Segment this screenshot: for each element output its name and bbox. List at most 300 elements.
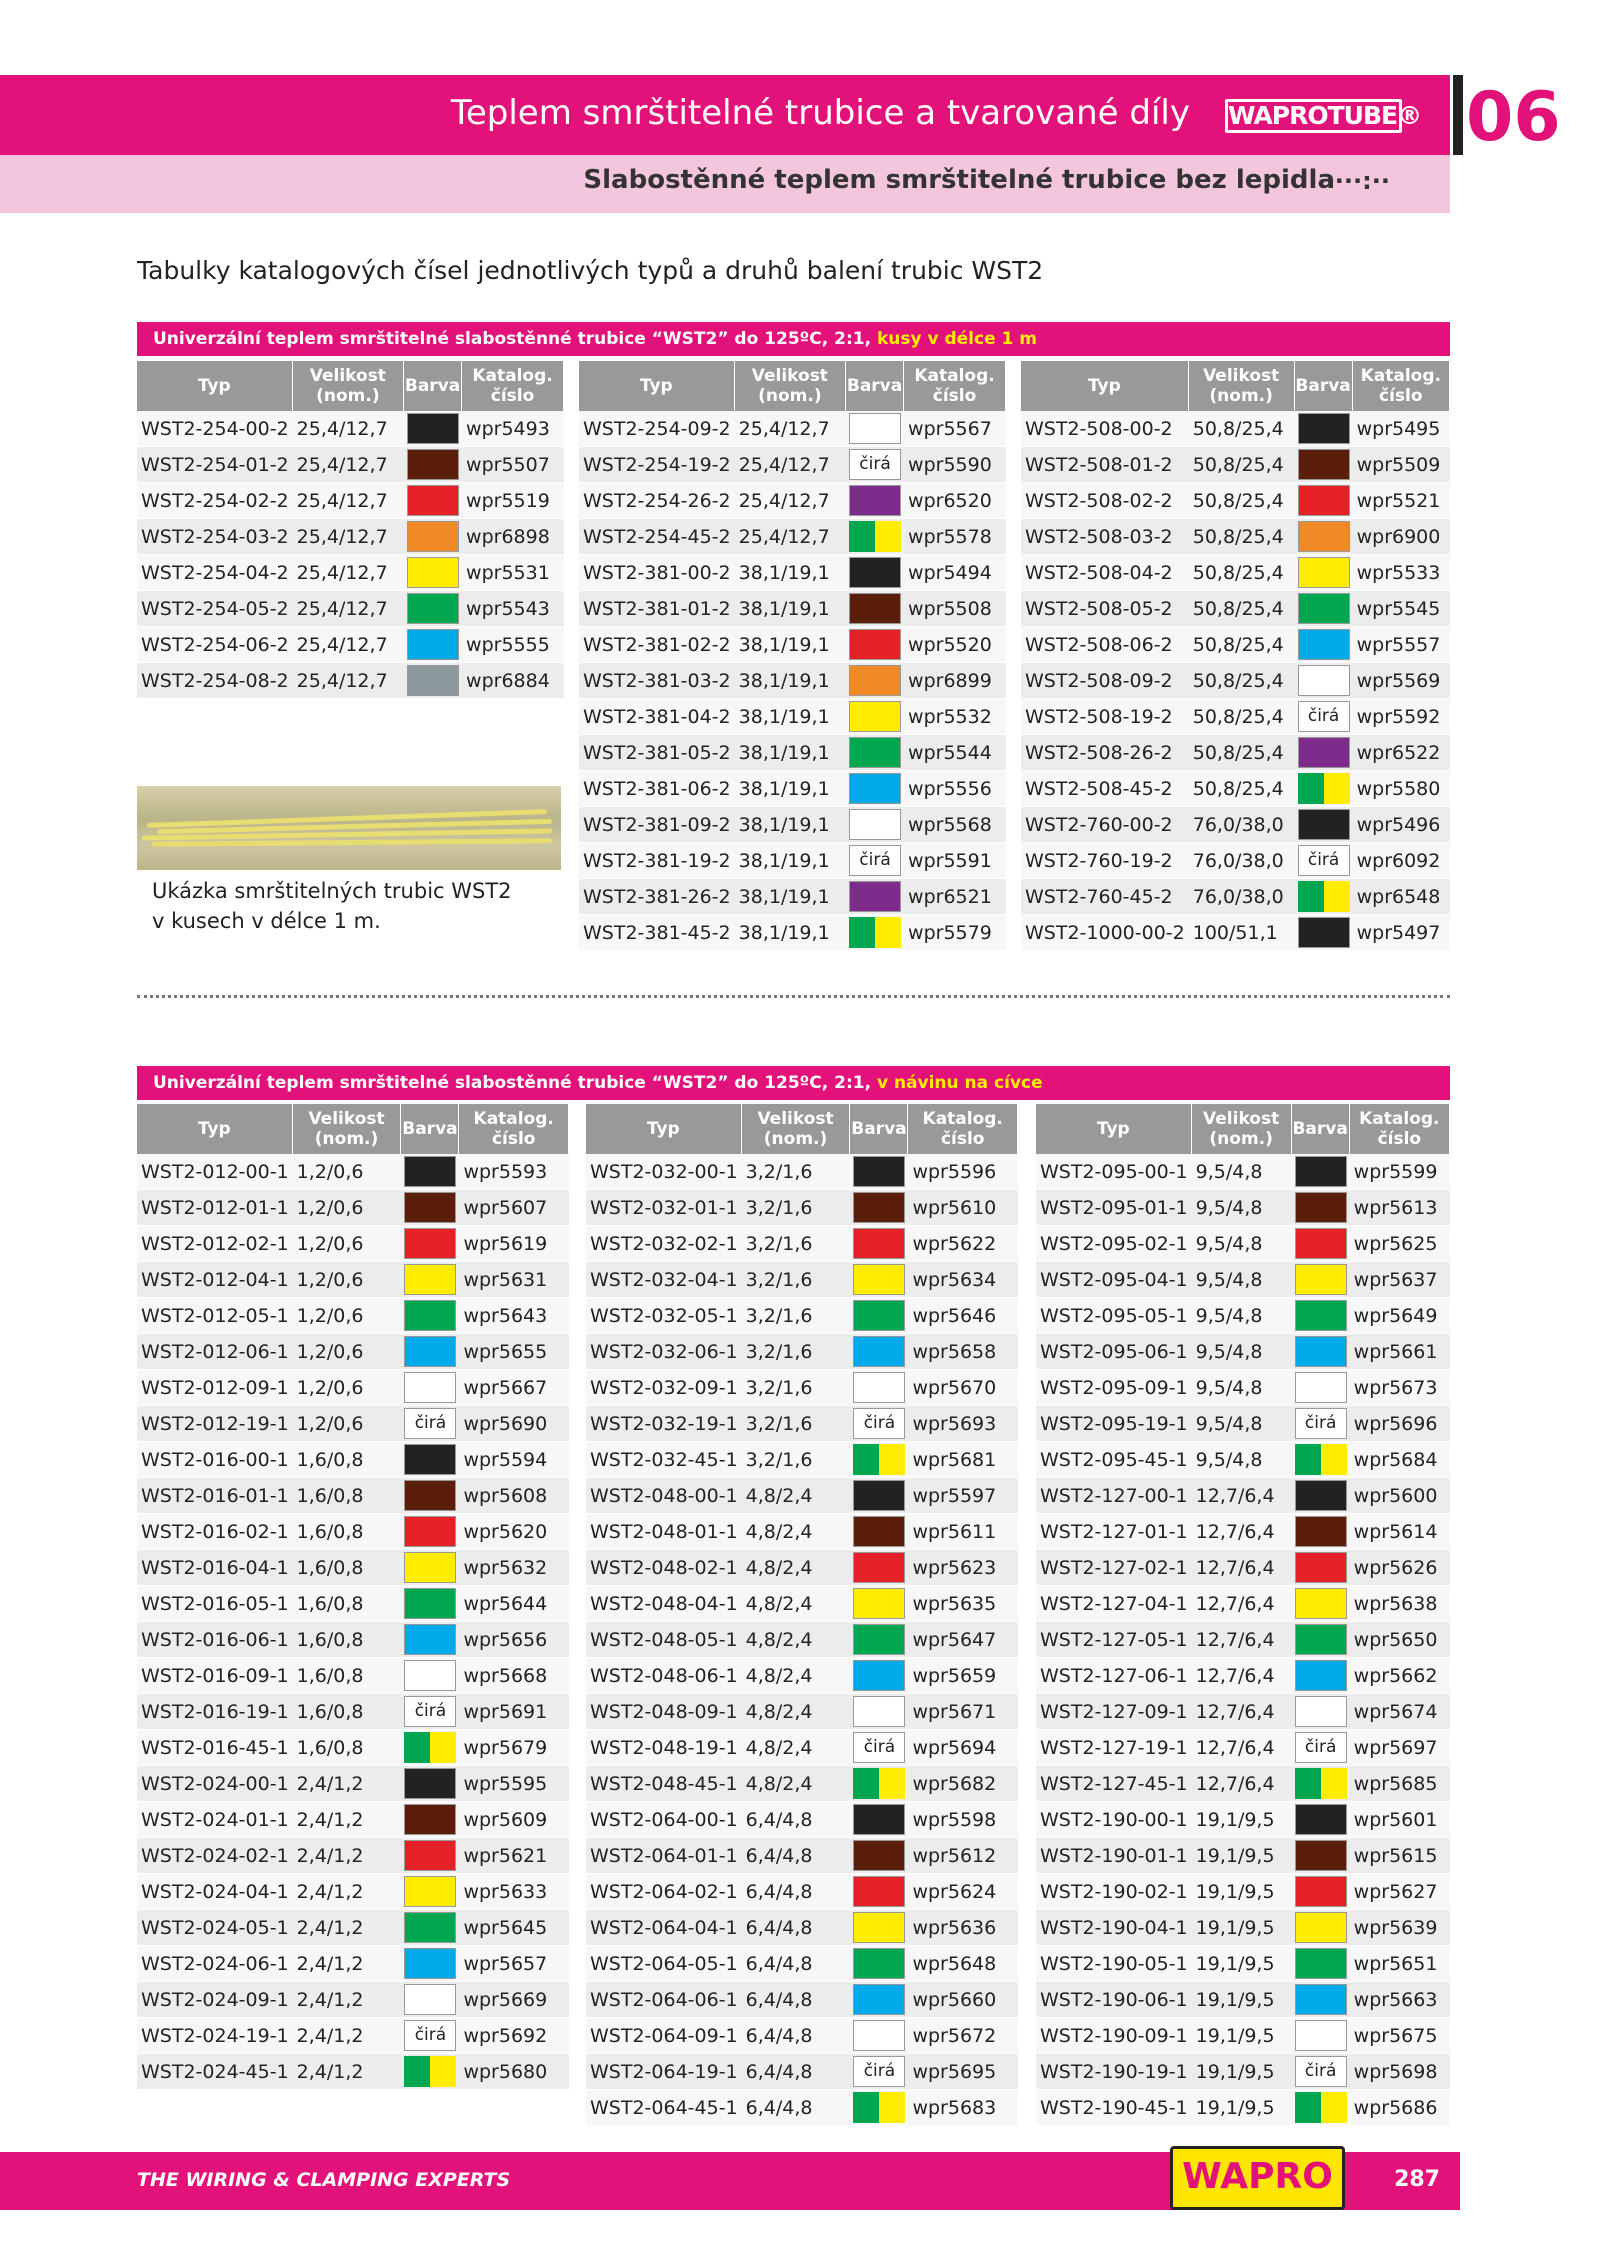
type-cell: WST2-095-09-1: [1036, 1370, 1192, 1406]
table-row: [1036, 1406, 1450, 1442]
color-swatch: čirá: [1295, 843, 1353, 879]
type-cell: WST2-127-06-1: [1036, 1658, 1192, 1694]
table-row: [137, 1406, 569, 1442]
size-cell: 2,4/1,2: [293, 1766, 402, 1802]
size-cell: 25,4/12,7: [293, 591, 404, 627]
column-header: Barva: [401, 1104, 459, 1154]
catalog-number-cell: wpr5519: [462, 483, 564, 519]
table-row: [137, 1154, 569, 1190]
catalog-number-cell: wpr5681: [908, 1442, 1018, 1478]
color-swatch: [850, 1334, 908, 1370]
type-cell: WST2-127-09-1: [1036, 1694, 1192, 1730]
type-cell: WST2-032-45-1: [586, 1442, 742, 1478]
size-cell: 2,4/1,2: [293, 1982, 402, 2018]
table-row: [137, 1802, 569, 1838]
table-row: [1036, 2090, 1450, 2126]
catalog-number-cell: wpr5509: [1353, 447, 1450, 483]
type-cell: WST2-016-01-1: [137, 1478, 293, 1514]
type-cell: WST2-032-02-1: [586, 1226, 742, 1262]
size-cell: 12,7/6,4: [1192, 1766, 1292, 1802]
size-cell: 50,8/25,4: [1189, 627, 1295, 663]
table-row: [1036, 1334, 1450, 1370]
type-cell: WST2-048-04-1: [586, 1586, 742, 1622]
catalog-number-cell: wpr5607: [459, 1190, 569, 1226]
size-cell: 50,8/25,4: [1189, 591, 1295, 627]
column-header: Typ: [1021, 361, 1189, 411]
size-cell: 6,4/4,8: [742, 1838, 851, 1874]
color-swatch: [401, 1478, 459, 1514]
column-header: Typ: [137, 361, 293, 411]
color-swatch: čirá: [850, 1406, 908, 1442]
type-cell: WST2-024-06-1: [137, 1946, 293, 1982]
catalog-number-cell: wpr5619: [459, 1226, 569, 1262]
size-cell: 19,1/9,5: [1192, 1982, 1292, 2018]
catalog-number-cell: wpr5649: [1350, 1298, 1450, 1334]
size-cell: 1,6/0,8: [293, 1550, 402, 1586]
size-cell: 4,8/2,4: [742, 1478, 851, 1514]
table-row: [586, 1730, 1018, 1766]
catalog-number-cell: wpr6522: [1353, 735, 1450, 771]
catalog-number-cell: wpr5684: [1350, 1442, 1450, 1478]
catalog-number-cell: wpr5698: [1350, 2054, 1450, 2090]
table-row: [586, 1406, 1018, 1442]
color-swatch: [401, 1262, 459, 1298]
table1-packaging: kusy v délce 1 m: [876, 329, 1037, 349]
size-cell: 50,8/25,4: [1189, 483, 1295, 519]
catalog-number-cell: wpr5694: [908, 1730, 1018, 1766]
catalog-number-cell: wpr5622: [908, 1226, 1018, 1262]
table-row: [1036, 1586, 1450, 1622]
color-swatch: [846, 483, 904, 519]
size-cell: 2,4/1,2: [293, 1874, 402, 1910]
catalog-number-cell: wpr6900: [1353, 519, 1450, 555]
size-cell: 4,8/2,4: [742, 1586, 851, 1622]
size-cell: 76,0/38,0: [1189, 879, 1295, 915]
table-row: [1021, 807, 1450, 843]
type-cell: WST2-254-06-2: [137, 627, 293, 663]
type-cell: WST2-012-00-1: [137, 1154, 293, 1190]
catalog-number-cell: wpr5626: [1350, 1550, 1450, 1586]
type-cell: WST2-127-04-1: [1036, 1586, 1192, 1622]
table2-col2: [586, 1104, 1018, 2126]
table-row: [1021, 699, 1450, 735]
type-cell: WST2-024-00-1: [137, 1766, 293, 1802]
color-swatch: [1292, 1442, 1350, 1478]
catalog-number-cell: wpr5532: [904, 699, 1006, 735]
color-swatch: [401, 1874, 459, 1910]
catalog-number-cell: wpr5682: [908, 1766, 1018, 1802]
color-swatch: [1295, 663, 1353, 699]
catalog-number-cell: wpr5696: [1350, 1406, 1450, 1442]
size-cell: 4,8/2,4: [742, 1766, 851, 1802]
type-cell: WST2-064-09-1: [586, 2018, 742, 2054]
color-swatch: [401, 1550, 459, 1586]
size-cell: 4,8/2,4: [742, 1730, 851, 1766]
type-cell: WST2-016-19-1: [137, 1694, 293, 1730]
color-swatch: [846, 555, 904, 591]
type-cell: WST2-190-19-1: [1036, 2054, 1192, 2090]
catalog-number-cell: wpr5555: [462, 627, 564, 663]
type-cell: WST2-032-19-1: [586, 1406, 742, 1442]
catalog-number-cell: wpr5646: [908, 1298, 1018, 1334]
catalog-number-cell: wpr5662: [1350, 1658, 1450, 1694]
color-swatch: [1292, 2018, 1350, 2054]
column-header: Katalog. číslo: [459, 1104, 569, 1154]
table-header-row: [586, 1104, 1018, 1154]
chapter-number: 06: [1466, 78, 1561, 157]
color-swatch: [846, 411, 904, 447]
color-swatch: [401, 1226, 459, 1262]
catalog-number-cell: wpr5634: [908, 1262, 1018, 1298]
type-cell: WST2-381-45-2: [579, 915, 735, 951]
table-row: [137, 663, 564, 699]
color-swatch: [850, 1694, 908, 1730]
size-cell: 4,8/2,4: [742, 1514, 851, 1550]
catalog-number-cell: wpr5610: [908, 1190, 1018, 1226]
type-cell: WST2-381-06-2: [579, 771, 735, 807]
table-header-row: [137, 361, 564, 411]
color-swatch: [1295, 591, 1353, 627]
type-cell: WST2-127-45-1: [1036, 1766, 1192, 1802]
type-cell: WST2-064-00-1: [586, 1802, 742, 1838]
type-cell: WST2-190-02-1: [1036, 1874, 1192, 1910]
table-row: [579, 771, 1006, 807]
size-cell: 9,5/4,8: [1192, 1334, 1292, 1370]
type-cell: WST2-127-02-1: [1036, 1550, 1192, 1586]
catalog-number-cell: wpr5495: [1353, 411, 1450, 447]
size-cell: 38,1/19,1: [735, 591, 846, 627]
type-cell: WST2-508-45-2: [1021, 771, 1189, 807]
table-row: [579, 699, 1006, 735]
table-row: [137, 447, 564, 483]
color-swatch: čirá: [850, 1730, 908, 1766]
type-cell: WST2-024-19-1: [137, 2018, 293, 2054]
catalog-number-cell: wpr5657: [459, 1946, 569, 1982]
table1-col3: [1021, 361, 1450, 951]
column-header: Katalog. číslo: [904, 361, 1006, 411]
color-swatch: [846, 591, 904, 627]
catalog-number-cell: wpr5690: [459, 1406, 569, 1442]
color-swatch: [846, 627, 904, 663]
catalog-number-cell: wpr5693: [908, 1406, 1018, 1442]
product-photo: [137, 786, 561, 870]
color-swatch: čirá: [401, 1694, 459, 1730]
color-swatch: [401, 1910, 459, 1946]
color-swatch: [846, 735, 904, 771]
type-cell: WST2-024-09-1: [137, 1982, 293, 2018]
color-swatch: [1292, 1298, 1350, 1334]
size-cell: 19,1/9,5: [1192, 1802, 1292, 1838]
type-cell: WST2-095-00-1: [1036, 1154, 1192, 1190]
type-cell: WST2-254-26-2: [579, 483, 735, 519]
type-cell: WST2-254-05-2: [137, 591, 293, 627]
type-cell: WST2-508-00-2: [1021, 411, 1189, 447]
size-cell: 6,4/4,8: [742, 1910, 851, 1946]
size-cell: 12,7/6,4: [1192, 1730, 1292, 1766]
table-row: [1036, 1190, 1450, 1226]
table-row: [1021, 411, 1450, 447]
page-number: 287: [1394, 2167, 1440, 2192]
table-row: [137, 519, 564, 555]
size-cell: 2,4/1,2: [293, 2054, 402, 2090]
size-cell: 1,2/0,6: [293, 1370, 402, 1406]
catalog-number-cell: wpr5494: [904, 555, 1006, 591]
column-header: Katalog. číslo: [1350, 1104, 1450, 1154]
catalog-number-cell: wpr5656: [459, 1622, 569, 1658]
catalog-number-cell: wpr5675: [1350, 2018, 1450, 2054]
color-swatch: [1292, 1226, 1350, 1262]
color-swatch: [850, 1262, 908, 1298]
size-cell: 12,7/6,4: [1192, 1622, 1292, 1658]
color-swatch: [850, 1766, 908, 1802]
catalog-number-cell: wpr5638: [1350, 1586, 1450, 1622]
color-swatch: [1292, 1658, 1350, 1694]
table-row: [1021, 483, 1450, 519]
column-header: Velikost (nom.): [1192, 1104, 1292, 1154]
color-swatch: [1295, 915, 1353, 951]
column-header: Barva: [850, 1104, 908, 1154]
type-cell: WST2-095-01-1: [1036, 1190, 1192, 1226]
catalog-number-cell: wpr5620: [459, 1514, 569, 1550]
catalog-number-cell: wpr5590: [904, 447, 1006, 483]
table-row: [586, 1262, 1018, 1298]
size-cell: 6,4/4,8: [742, 2054, 851, 2090]
color-swatch: [1292, 1874, 1350, 1910]
size-cell: 19,1/9,5: [1192, 1838, 1292, 1874]
color-swatch: čirá: [401, 1406, 459, 1442]
column-header: Velikost (nom.): [293, 1104, 402, 1154]
table-row: [137, 1910, 569, 1946]
table-row: [1036, 1982, 1450, 2018]
type-cell: WST2-048-02-1: [586, 1550, 742, 1586]
table-row: [586, 2054, 1018, 2090]
type-cell: WST2-190-05-1: [1036, 1946, 1192, 1982]
catalog-number-cell: wpr5667: [459, 1370, 569, 1406]
size-cell: 76,0/38,0: [1189, 843, 1295, 879]
type-cell: WST2-016-04-1: [137, 1550, 293, 1586]
catalog-number-cell: wpr5624: [908, 1874, 1018, 1910]
color-swatch: [1295, 555, 1353, 591]
table-row: [586, 1838, 1018, 1874]
table-row: [579, 447, 1006, 483]
color-swatch: [401, 1838, 459, 1874]
size-cell: 50,8/25,4: [1189, 699, 1295, 735]
catalog-number-cell: wpr5614: [1350, 1514, 1450, 1550]
catalog-number-cell: wpr5579: [904, 915, 1006, 951]
catalog-number-cell: wpr5621: [459, 1838, 569, 1874]
catalog-number-cell: wpr5597: [908, 1478, 1018, 1514]
catalog-number-cell: wpr5683: [908, 2090, 1018, 2126]
color-swatch: [1292, 1694, 1350, 1730]
catalog-number-cell: wpr5600: [1350, 1478, 1450, 1514]
table-row: [137, 1766, 569, 1802]
table-row: [1036, 2018, 1450, 2054]
catalog-number-cell: wpr5674: [1350, 1694, 1450, 1730]
size-cell: 25,4/12,7: [293, 627, 404, 663]
type-cell: WST2-012-19-1: [137, 1406, 293, 1442]
size-cell: 9,5/4,8: [1192, 1370, 1292, 1406]
column-header: Typ: [586, 1104, 742, 1154]
table1-col2: [579, 361, 1006, 951]
size-cell: 12,7/6,4: [1192, 1550, 1292, 1586]
table1-col1: [137, 361, 564, 699]
table-row: [1036, 1478, 1450, 1514]
type-cell: WST2-032-04-1: [586, 1262, 742, 1298]
wapro-logo: WAPRO: [1170, 2146, 1345, 2210]
table-row: [1036, 1766, 1450, 1802]
catalog-number-cell: wpr5567: [904, 411, 1006, 447]
column-header: Barva: [846, 361, 904, 411]
table-row: [586, 1622, 1018, 1658]
color-swatch: [850, 1910, 908, 1946]
type-cell: WST2-012-09-1: [137, 1370, 293, 1406]
color-swatch: [1295, 771, 1353, 807]
size-cell: 1,2/0,6: [293, 1334, 402, 1370]
table-row: [579, 915, 1006, 951]
color-swatch: [850, 1298, 908, 1334]
color-swatch: [850, 1514, 908, 1550]
table-row: [586, 1298, 1018, 1334]
catalog-number-cell: wpr5663: [1350, 1982, 1450, 2018]
size-cell: 38,1/19,1: [735, 915, 846, 951]
color-swatch: [401, 1766, 459, 1802]
size-cell: 1,2/0,6: [293, 1262, 402, 1298]
color-swatch: [850, 1550, 908, 1586]
type-cell: WST2-064-06-1: [586, 1982, 742, 2018]
table-row: [1021, 627, 1450, 663]
type-cell: WST2-024-45-1: [137, 2054, 293, 2090]
table-row: [137, 1442, 569, 1478]
type-cell: WST2-254-03-2: [137, 519, 293, 555]
size-cell: 9,5/4,8: [1192, 1190, 1292, 1226]
type-cell: WST2-254-09-2: [579, 411, 735, 447]
catalog-number-cell: wpr5655: [459, 1334, 569, 1370]
type-cell: WST2-254-00-2: [137, 411, 293, 447]
color-swatch: čirá: [1295, 699, 1353, 735]
color-swatch: [1292, 2090, 1350, 2126]
color-swatch: [401, 1622, 459, 1658]
color-swatch: [850, 1226, 908, 1262]
type-cell: WST2-190-04-1: [1036, 1910, 1192, 1946]
table-row: [137, 1226, 569, 1262]
size-cell: 25,4/12,7: [293, 447, 404, 483]
color-swatch: [1292, 1622, 1350, 1658]
table-row: [1036, 1226, 1450, 1262]
table-row: [586, 1694, 1018, 1730]
type-cell: WST2-012-01-1: [137, 1190, 293, 1226]
table-row: [1021, 591, 1450, 627]
table-row: [586, 1802, 1018, 1838]
color-swatch: [1292, 1766, 1350, 1802]
table-row: [1021, 447, 1450, 483]
color-swatch: [401, 1298, 459, 1334]
size-cell: 38,1/19,1: [735, 627, 846, 663]
size-cell: 25,4/12,7: [293, 663, 404, 699]
table-row: [137, 1694, 569, 1730]
type-cell: WST2-095-05-1: [1036, 1298, 1192, 1334]
color-swatch: čirá: [1292, 1406, 1350, 1442]
color-swatch: čirá: [1292, 1730, 1350, 1766]
type-cell: WST2-048-45-1: [586, 1766, 742, 1802]
column-header: Velikost (nom.): [735, 361, 846, 411]
color-swatch: [1292, 1946, 1350, 1982]
catalog-number-cell: wpr5679: [459, 1730, 569, 1766]
table-row: [1021, 771, 1450, 807]
catalog-number-cell: wpr5580: [1353, 771, 1450, 807]
footer-tagline: THE WIRING & CLAMPING EXPERTS: [137, 2169, 511, 2191]
type-cell: WST2-127-19-1: [1036, 1730, 1192, 1766]
column-header: Typ: [137, 1104, 293, 1154]
type-cell: WST2-016-02-1: [137, 1514, 293, 1550]
type-cell: WST2-508-06-2: [1021, 627, 1189, 663]
size-cell: 50,8/25,4: [1189, 663, 1295, 699]
table-row: [579, 735, 1006, 771]
catalog-number-cell: wpr5596: [908, 1154, 1018, 1190]
table-row: [137, 2018, 569, 2054]
size-cell: 19,1/9,5: [1192, 2054, 1292, 2090]
color-swatch: [1295, 447, 1353, 483]
subheader-bar: [0, 155, 1450, 213]
size-cell: 19,1/9,5: [1192, 1910, 1292, 1946]
color-swatch: [1295, 807, 1353, 843]
color-swatch: [850, 1154, 908, 1190]
catalog-number-cell: wpr5635: [908, 1586, 1018, 1622]
size-cell: 50,8/25,4: [1189, 555, 1295, 591]
catalog-number-cell: wpr5695: [908, 2054, 1018, 2090]
table-row: [1036, 1550, 1450, 1586]
table-row: [1036, 1838, 1450, 1874]
catalog-number-cell: wpr5685: [1350, 1766, 1450, 1802]
subheader-dots: ····:··: [1325, 167, 1390, 195]
color-swatch: [404, 519, 462, 555]
color-swatch: [850, 1478, 908, 1514]
column-header: Typ: [579, 361, 735, 411]
table-row: [586, 1226, 1018, 1262]
type-cell: WST2-064-02-1: [586, 1874, 742, 1910]
table-row: [137, 2054, 569, 2090]
type-cell: WST2-095-02-1: [1036, 1226, 1192, 1262]
size-cell: 2,4/1,2: [293, 1946, 402, 1982]
catalog-number-cell: wpr5520: [904, 627, 1006, 663]
color-swatch: [401, 1370, 459, 1406]
size-cell: 25,4/12,7: [293, 519, 404, 555]
size-cell: 25,4/12,7: [293, 555, 404, 591]
table-row: [137, 1262, 569, 1298]
size-cell: 12,7/6,4: [1192, 1514, 1292, 1550]
size-cell: 38,1/19,1: [735, 699, 846, 735]
table-row: [586, 1874, 1018, 1910]
color-swatch: [401, 1586, 459, 1622]
size-cell: 38,1/19,1: [735, 879, 846, 915]
color-swatch: [850, 1874, 908, 1910]
size-cell: 4,8/2,4: [742, 1694, 851, 1730]
table-row: [1036, 1442, 1450, 1478]
type-cell: WST2-508-09-2: [1021, 663, 1189, 699]
catalog-number-cell: wpr5592: [1353, 699, 1450, 735]
color-swatch: čirá: [1292, 2054, 1350, 2090]
color-swatch: [1292, 1190, 1350, 1226]
catalog-number-cell: wpr5650: [1350, 1622, 1450, 1658]
section-divider: [137, 995, 1450, 998]
table-row: [586, 1514, 1018, 1550]
size-cell: 4,8/2,4: [742, 1658, 851, 1694]
size-cell: 2,4/1,2: [293, 1910, 402, 1946]
table-row: [586, 1910, 1018, 1946]
table-row: [137, 1334, 569, 1370]
type-cell: WST2-254-08-2: [137, 663, 293, 699]
size-cell: 50,8/25,4: [1189, 519, 1295, 555]
color-swatch: čirá: [846, 843, 904, 879]
